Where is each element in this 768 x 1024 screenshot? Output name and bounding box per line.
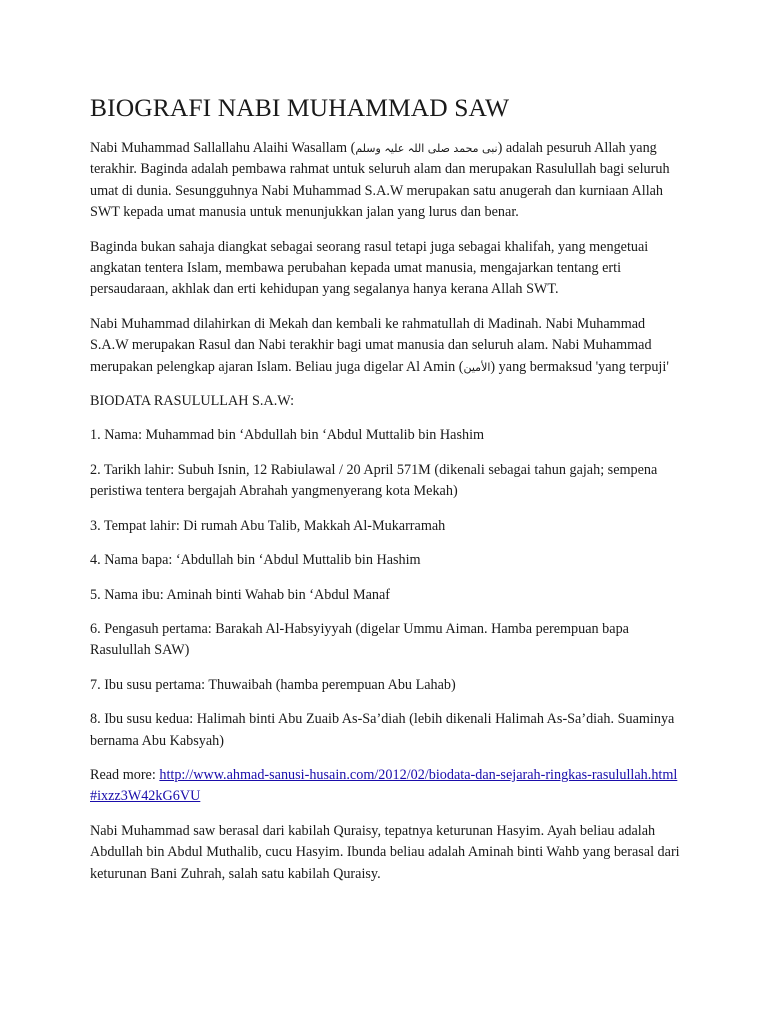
read-more-line xyxy=(90,765,680,808)
biodata-item-pengasuh: 6. Pengasuh pertama: Barakah Al-Habsyiyyah (digelar Ummu Aiman. Hamba perempuan bapa Rasulullah SAW) xyxy=(90,620,629,659)
birth-text-after: ) yang bermaksud 'yang terpuji' xyxy=(490,358,669,375)
biodata-item-nama: 1. Nama: Muhammad bin ‘Abdullah bin ‘Abdul Muttalib bin Hashim xyxy=(90,427,485,444)
document-title: BIOGRAFI NABI MUHAMMAD SAW xyxy=(90,93,510,122)
biodata-item-tempat-lahir: 3. Tempat lahir: Di rumah Abu Talib, Makkah Al-Mukarramah xyxy=(90,517,446,534)
read-more-label: Read more: xyxy=(90,766,160,783)
biodata-heading: BIODATA RASULULLAH S.A.W: xyxy=(90,393,295,410)
paragraph-birth xyxy=(90,314,680,378)
intro-text-before: Nabi Muhammad Sallallahu Alaihi Wasallam ( xyxy=(90,140,356,156)
biodata-item-nama-bapa: 4. Nama bapa: ‘Abdullah bin ‘Abdul Muttalib bin Hashim xyxy=(90,552,421,569)
intro-arabic-text: نبی محمد صلی اللہ علیہ وسلم xyxy=(355,142,498,155)
intro-paragraph xyxy=(90,138,680,224)
al-amin-arabic-text: الأمين xyxy=(463,360,491,374)
read-more-link[interactable]: http://www.ahmad-sanusi-husain.com/2012/02/biodata-dan-sejarah-ringkas-rasulullah.html#ixzz3W42kG6VU xyxy=(90,766,678,805)
intro-text-after: ) adalah pesuruh Allah yang terakhir. Baginda adalah pembawa rahmat untuk seluruh alam dan merupakan Rasulullah bagi seluruh umat di dunia. Sesungguhnya Nabi Muhammad S.A.W merupakan satu anugerah dan kurniaan Allah SWT kepada umat manusia untuk menunjukkan jalan yang lurus dan benar. xyxy=(90,140,670,221)
document-page xyxy=(90,92,680,898)
paragraph-lineage: Nabi Muhammad saw berasal dari kabilah Quraisy, tepatnya keturunan Hasyim. Ayah beliau adalah Abdullah bin Abdul Muthalib, cucu Hasyim. Ibunda beliau adalah Aminah binti Wahb yang berasal dari keturunan Bani Zuhrah, salah satu kabilah Quraisy. xyxy=(90,822,680,882)
birth-text-before: Nabi Muhammad dilahirkan di Mekah dan kembali ke rahmatullah di Madinah. Nabi Muhammad S.A.W merupakan Rasul dan Nabi terakhir bagi umat manusia dan seluruh alam. Nabi Muhammad merupakan pelengkap ajaran Islam. Beliau juga digelar Al Amin ( xyxy=(90,315,652,375)
paragraph-khalifah: Baginda bukan sahaja diangkat sebagai seorang rasul tetapi juga sebagai khalifah, yang mengetuai angkatan tentera Islam, membawa perubahan kepada umat manusia, mengajarkan tentang erti persaudaraan, akhlak dan erti kehidupan yang segalanya hanya kerana Allah SWT. xyxy=(90,238,649,298)
biodata-item-ibu-susu-pertama: 7. Ibu susu pertama: Thuwaibah (hamba perempuan Abu Lahab) xyxy=(90,676,456,693)
biodata-item-nama-ibu: 5. Nama ibu: Aminah binti Wahab bin ‘Abdul Manaf xyxy=(90,586,391,603)
biodata-item-tarikh-lahir: 2. Tarikh lahir: Subuh Isnin, 12 Rabiulawal / 20 April 571M (dikenali sebagai tahun gajah; sempena peristiwa tentera bergajah Abrahah yangmenyerang kota Mekah) xyxy=(90,461,658,500)
biodata-item-ibu-susu-kedua: 8. Ibu susu kedua: Halimah binti Abu Zuaib As-Sa’diah (lebih dikenali Halimah As-Sa’diah. Suaminya bernama Abu Kabsyah) xyxy=(90,711,675,749)
